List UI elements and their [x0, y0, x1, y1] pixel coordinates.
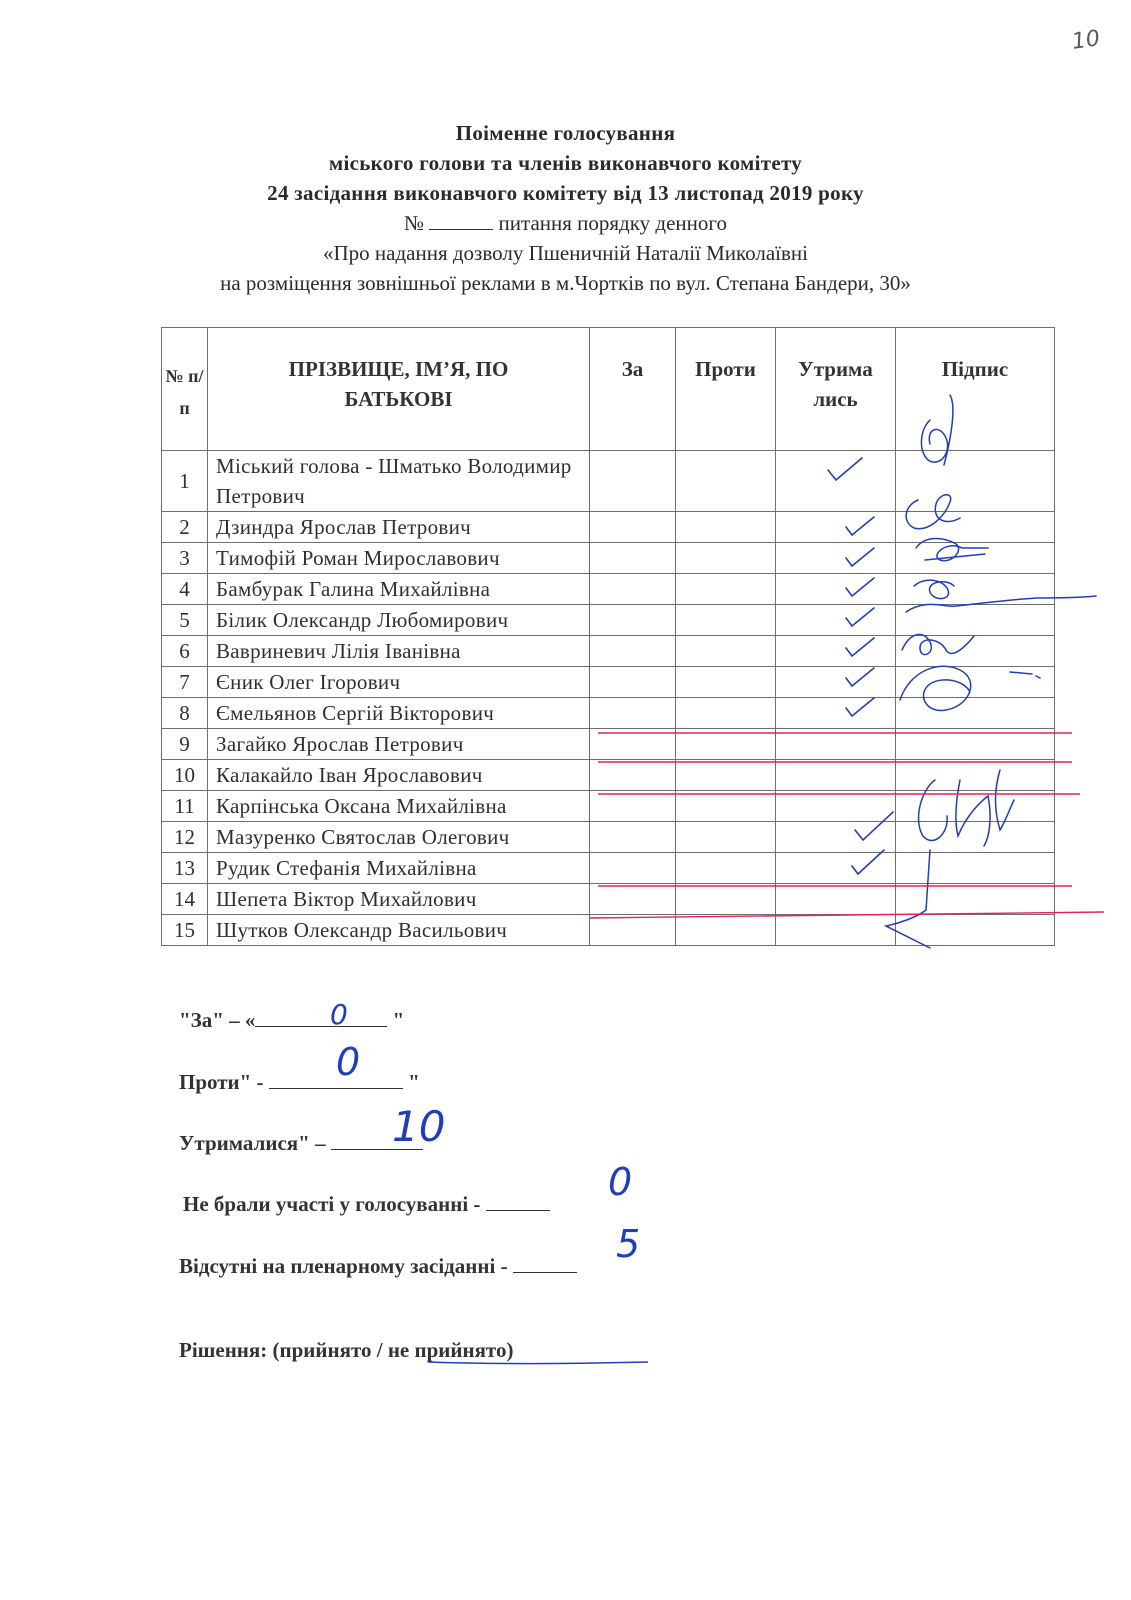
absent-value: 5 — [616, 1222, 641, 1266]
member-name: Бамбурак Галина Михайлівна — [208, 574, 590, 605]
cell-signature — [896, 636, 1055, 667]
cell-signature — [896, 574, 1055, 605]
cell-signature — [896, 791, 1055, 822]
cell-for — [590, 636, 676, 667]
row-number: 1 — [162, 451, 208, 512]
cell-signature — [896, 884, 1055, 915]
agenda-item-line: № питання порядку денного — [404, 211, 727, 235]
row-number: 15 — [162, 915, 208, 946]
row-number: 13 — [162, 853, 208, 884]
cell-abstained — [776, 574, 896, 605]
member-name: Шутков Олександр Васильович — [208, 915, 590, 946]
cell-signature — [896, 451, 1055, 512]
member-name: Калакайло Іван Ярославович — [208, 760, 590, 791]
cell-abstained — [776, 605, 896, 636]
row-number: 7 — [162, 667, 208, 698]
member-name: Єник Олег Ігорович — [208, 667, 590, 698]
cell-against — [676, 884, 776, 915]
cell-abstained — [776, 915, 896, 946]
summary-for: "За" – « " — [179, 1008, 405, 1032]
header-name: ПРІЗВИЩЕ, ІМ’Я, ПО БАТЬКОВІ — [208, 328, 590, 451]
cell-signature — [896, 512, 1055, 543]
row-number: 12 — [162, 822, 208, 853]
cell-signature — [896, 915, 1055, 946]
document-header — [0, 118, 1131, 298]
member-name: Рудик Стефанія Михайлівна — [208, 853, 590, 884]
cell-for — [590, 574, 676, 605]
voting-table — [161, 327, 1055, 946]
for-blank — [255, 1008, 387, 1027]
cell-for — [590, 915, 676, 946]
for-value: 0 — [330, 998, 348, 1031]
cell-for — [590, 884, 676, 915]
cell-signature — [896, 760, 1055, 791]
cell-for — [590, 791, 676, 822]
decision-line: Рішення: (прийнято / не прийнято) — [179, 1338, 514, 1362]
header-for: За — [590, 328, 676, 451]
member-name: Загайко Ярослав Петрович — [208, 729, 590, 760]
subject-line-2: на розміщення зовнішньої реклами в м.Чортків по вул. Степана Бандери, 30» — [220, 271, 911, 295]
cell-against — [676, 729, 776, 760]
summary-not-voting: Не брали участі у голосуванні - — [183, 1192, 550, 1217]
subject-line-1: «Про надання дозволу Пшеничній Наталії Миколаївні — [323, 241, 808, 265]
absent-blank — [513, 1254, 577, 1273]
table-row — [162, 884, 1055, 915]
table-row — [162, 451, 1055, 512]
agenda-number-blank — [429, 213, 493, 230]
cell-abstained — [776, 853, 896, 884]
cell-against — [676, 451, 776, 512]
cell-signature — [896, 822, 1055, 853]
table-row — [162, 915, 1055, 946]
row-number: 3 — [162, 543, 208, 574]
cell-signature — [896, 853, 1055, 884]
summary-abstained: Утрималися" – — [179, 1131, 423, 1156]
cell-for — [590, 543, 676, 574]
header-signature: Підпис — [896, 328, 1055, 451]
cell-signature — [896, 729, 1055, 760]
cell-for — [590, 822, 676, 853]
cell-abstained — [776, 543, 896, 574]
header-number: № п/ п — [162, 328, 208, 451]
table-row — [162, 543, 1055, 574]
cell-for — [590, 698, 676, 729]
cell-signature — [896, 543, 1055, 574]
cell-against — [676, 512, 776, 543]
cell-against — [676, 636, 776, 667]
cell-against — [676, 574, 776, 605]
cell-abstained — [776, 760, 896, 791]
title-line-3: 24 засідання виконавчого комітету від 13 листопад 2019 року — [267, 181, 864, 205]
cell-for — [590, 667, 676, 698]
page-number: 10 — [1070, 26, 1102, 55]
row-number: 9 — [162, 729, 208, 760]
member-name: Білик Олександр Любомирович — [208, 605, 590, 636]
cell-signature — [896, 698, 1055, 729]
cell-signature — [896, 667, 1055, 698]
cell-abstained — [776, 512, 896, 543]
row-number: 6 — [162, 636, 208, 667]
member-name: Мазуренко Святослав Олегович — [208, 822, 590, 853]
summary-absent: Відсутні на пленарному засіданні - — [179, 1254, 577, 1279]
cell-against — [676, 915, 776, 946]
table-row — [162, 574, 1055, 605]
header-abstained: Утрима лись — [776, 328, 896, 451]
cell-abstained — [776, 451, 896, 512]
member-name: Вавриневич Лілія Іванівна — [208, 636, 590, 667]
cell-for — [590, 451, 676, 512]
member-name: Шепета Віктор Михайлович — [208, 884, 590, 915]
row-number: 11 — [162, 791, 208, 822]
table-row — [162, 698, 1055, 729]
cell-abstained — [776, 884, 896, 915]
cell-against — [676, 605, 776, 636]
cell-for — [590, 605, 676, 636]
cell-for — [590, 512, 676, 543]
cell-abstained — [776, 791, 896, 822]
cell-against — [676, 667, 776, 698]
cell-for — [590, 853, 676, 884]
member-name: Міський голова - Шматько Володимир Петрович — [208, 451, 590, 512]
table-row — [162, 605, 1055, 636]
header-against: Проти — [676, 328, 776, 451]
row-number: 4 — [162, 574, 208, 605]
table-row — [162, 760, 1055, 791]
member-name: Тимофій Роман Мирославович — [208, 543, 590, 574]
cell-against — [676, 822, 776, 853]
table-row — [162, 512, 1055, 543]
row-number: 8 — [162, 698, 208, 729]
abstained-value: 10 — [392, 1102, 446, 1151]
cell-against — [676, 543, 776, 574]
member-name: Карпінська Оксана Михайлівна — [208, 791, 590, 822]
against-value: 0 — [336, 1040, 361, 1084]
row-number: 5 — [162, 605, 208, 636]
cell-abstained — [776, 636, 896, 667]
not-voting-blank — [486, 1192, 550, 1211]
cell-abstained — [776, 729, 896, 760]
cell-signature — [896, 605, 1055, 636]
member-name: Дзиндра Ярослав Петрович — [208, 512, 590, 543]
table-row — [162, 636, 1055, 667]
cell-for — [590, 729, 676, 760]
row-number: 2 — [162, 512, 208, 543]
not-voting-value: 0 — [608, 1160, 633, 1204]
row-number: 14 — [162, 884, 208, 915]
member-name: Ємельянов Сергій Вікторович — [208, 698, 590, 729]
title-line-1: Поіменне голосування — [455, 121, 676, 145]
cell-for — [590, 760, 676, 791]
title-line-2: міського голови та членів виконавчого комітету — [328, 151, 803, 175]
row-number: 10 — [162, 760, 208, 791]
cell-against — [676, 760, 776, 791]
cell-abstained — [776, 667, 896, 698]
table-row — [162, 729, 1055, 760]
table-row — [162, 822, 1055, 853]
cell-against — [676, 791, 776, 822]
cell-abstained — [776, 698, 896, 729]
table-row — [162, 853, 1055, 884]
cell-abstained — [776, 822, 896, 853]
cell-against — [676, 698, 776, 729]
cell-against — [676, 853, 776, 884]
summary-against: Проти" - " — [179, 1070, 420, 1094]
table-row — [162, 791, 1055, 822]
table-row — [162, 667, 1055, 698]
